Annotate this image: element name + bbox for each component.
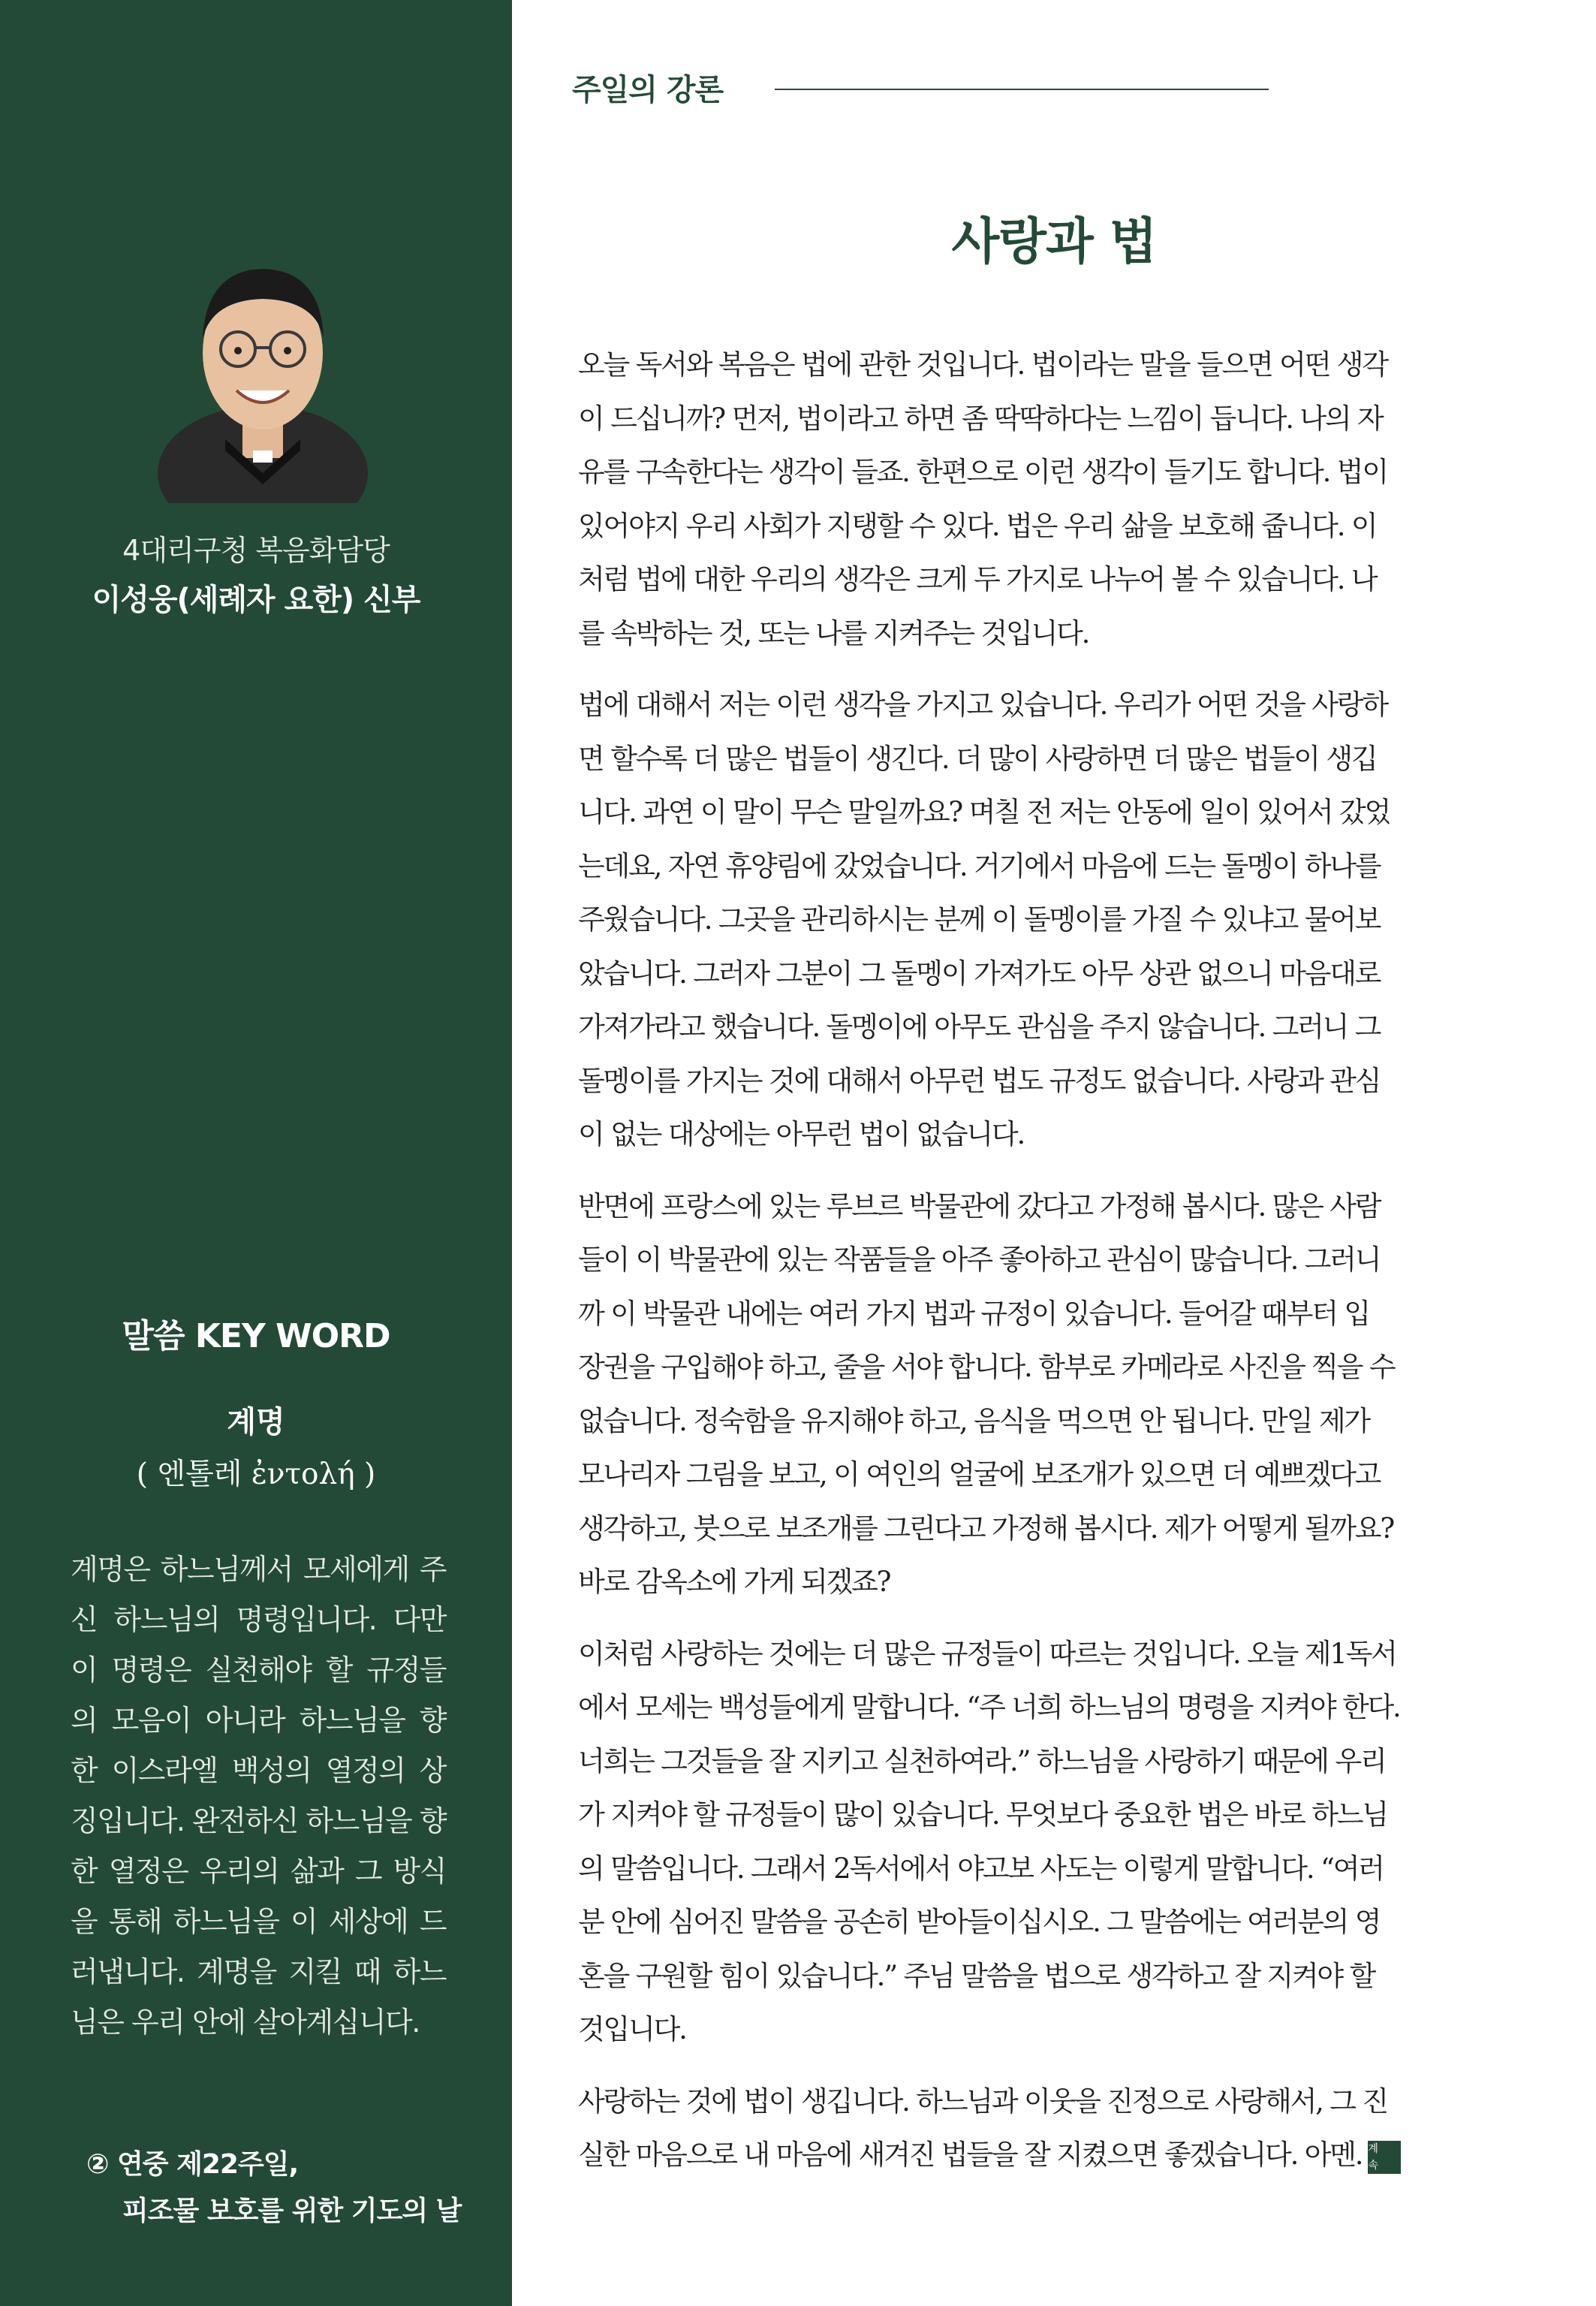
keyword-description-line: 이 명령은 실천해야 할 규정들 <box>71 1653 446 1687</box>
text-line: 가져가라고 했습니다. 돌멩이에 아무도 관심을 주지 않습니다. 그러니 그 <box>578 1011 1381 1043</box>
keyword-description-line: 징입니다. 완전하신 하느님을 향 <box>71 1804 447 1837</box>
text-line: 생각하고, 붓으로 보조개를 그린다고 가정해 봅시다. 제가 어떻게 될까요? <box>578 1512 1393 1545</box>
author-role: 4대리구청 복음화담당 <box>122 534 390 567</box>
header-divider <box>775 89 1269 90</box>
paragraph <box>578 1180 1395 1609</box>
author-name: 이성웅(세례자 요한) 신부 <box>92 583 420 617</box>
text-line: 면 할수록 더 많은 법들이 생긴다. 더 많이 사랑하면 더 많은 법들이 생깁 <box>578 742 1377 775</box>
text-line: 장권을 구입해야 하고, 줄을 서야 합니다. 함부로 카메라로 사진을 찍을 수 <box>578 1351 1395 1383</box>
text-line: 이처럼 사랑하는 것에는 더 많은 규정들이 따르는 것입니다. 오늘 제1독서 <box>578 1637 1396 1670</box>
text-line: 돌멩이를 가지는 것에 대해서 아무런 법도 규정도 없습니다. 사랑과 관심 <box>578 1064 1381 1097</box>
text-line: 사랑하는 것에 법이 생깁니다. 하느님과 이웃을 진정으로 사랑해서, 그 진 <box>578 2084 1387 2118</box>
text-line: 너희는 그것들을 잘 지키고 실천하여라.” 하느님을 사랑하기 때문에 우리 <box>578 1744 1386 1777</box>
keyword-description-line: 한 이스라엘 백성의 열정의 상 <box>71 1754 446 1787</box>
liturgical-occasion <box>86 2142 461 2235</box>
sidebar <box>0 0 512 2306</box>
text-line: 모나리자 그림을 보고, 이 여인의 얼굴에 보조개가 있으면 더 예쁘겠다고 <box>578 1458 1381 1491</box>
keyword-description-line: 러냅니다. 계명을 지킬 때 하느 <box>71 1955 446 1988</box>
end-mark-icon: 계 속 <box>1368 2141 1401 2174</box>
text-line: 유를 구속한다는 생각이 들죠. 한편으로 이런 생각이 들기도 합니다. 법이 <box>578 456 1387 488</box>
text-line: 이 없는 대상에는 아무런 법이 없습니다. <box>578 1118 1025 1150</box>
text-line: 오늘 독서와 복음은 법에 관한 것입니다. 법이라는 말을 들으면 어떤 생각 <box>578 348 1387 381</box>
text-line: 들이 이 박물관에 있는 작품들을 아주 좋아하고 관심이 많습니다. 그러니 <box>578 1243 1381 1276</box>
text-line: 에서 모세는 백성들에게 말합니다. “주 너희 하느님의 명령을 지켜야 한다. <box>578 1691 1400 1723</box>
text-line: 이 드십니까? 먼저, 법이라고 하면 좀 딱딱하다는 느낌이 듭니다. 나의 자 <box>578 402 1383 435</box>
author-portrait <box>154 225 372 503</box>
keyword-heading: 말씀 KEY WORD <box>122 1317 390 1355</box>
occasion-line-2: 피조물 보호를 위한 기도의 날 <box>122 2196 462 2226</box>
keyword-description-line: 계명은 하느님께서 모세에게 주 <box>71 1553 446 1586</box>
text-line: 법에 대해서 저는 이런 생각을 가지고 있습니다. 우리가 어떤 것을 사랑하 <box>578 689 1387 721</box>
keyword-description <box>71 1545 446 2048</box>
text-line: 분 안에 심어진 말씀을 공손히 받아들이십시오. 그 말씀에는 여러분의 영 <box>578 1906 1381 1938</box>
page-title: 사랑과 법 <box>951 213 1157 270</box>
text-line: 까 이 박물관 내에는 여러 가지 법과 규정이 있습니다. 들어갈 때부터 입 <box>578 1297 1369 1330</box>
keyword-description-line: 한 열정은 우리의 삶과 그 방식 <box>71 1855 446 1888</box>
keyword-description-line: 님은 우리 안에 살아계십니다. <box>71 2006 420 2039</box>
paragraph <box>578 338 1387 660</box>
text-line-final <box>578 2128 1378 2182</box>
keyword-transliteration: ( 엔톨레 ἐντολή ) <box>136 1457 376 1491</box>
text-line: 주웠습니다. 그곳을 관리하시는 분께 이 돌멩이를 가질 수 있냐고 물어보 <box>578 903 1381 936</box>
text-line: 가 지켜야 할 규정들이 많이 있습니다. 무엇보다 중요한 법은 바로 하느님 <box>578 1798 1387 1831</box>
text-line: 의 말씀입니다. 그래서 2독서에서 야고보 사도는 이렇게 말합니다. “여러 <box>578 1852 1384 1885</box>
text-line: 를 속박하는 것, 또는 나를 지켜주는 것입니다. <box>578 616 1089 650</box>
occasion-line-1: ② 연중 제22주일, <box>86 2149 299 2180</box>
text-line: 는데요, 자연 휴양림에 갔었습니다. 거기에서 마음에 드는 돌멩이 하나를 <box>578 849 1381 882</box>
text-line: 없습니다. 정숙함을 유지해야 하고, 음식을 먹으면 안 됩니다. 만일 제가 <box>578 1404 1369 1437</box>
text-line: 혼을 구원할 힘이 있습니다.” 주님 말씀을 법으로 생각하고 잘 지켜야 할 <box>578 1959 1375 1992</box>
text-line: 바로 감옥소에 가게 되겠죠? <box>578 1566 890 1598</box>
paragraph <box>578 678 1390 1162</box>
homily-body <box>578 338 1400 2200</box>
text-line: 것입니다. <box>578 2013 686 2045</box>
keyword-description-line: 의 모음이 아니라 하느님을 향 <box>71 1704 446 1737</box>
paragraph <box>578 2075 1387 2182</box>
final-line-text: 실한 마음으로 내 마음에 새겨진 법들을 잘 지켰으면 좋겠습니다. 아멘. <box>578 2139 1363 2171</box>
text-line: 았습니다. 그러자 그분이 그 돌멩이 가져가도 아무 상관 없으니 마음대로 <box>578 957 1381 990</box>
keyword-description-line: 신 하느님의 명령입니다. 다만 <box>71 1603 446 1636</box>
keyword-description-line: 을 통해 하느님을 이 세상에 드 <box>71 1905 446 1938</box>
text-line: 있어야지 우리 사회가 지탱할 수 있다. 법은 우리 삶을 보호해 줍니다. 이 <box>578 509 1377 542</box>
keyword-term: 계명 <box>227 1405 285 1439</box>
main-content <box>512 0 1596 2306</box>
paragraph <box>578 1627 1400 2057</box>
text-line: 반면에 프랑스에 있는 루브르 박물관에 갔다고 가정해 봅시다. 많은 사람 <box>578 1189 1381 1222</box>
text-line: 처럼 법에 대한 우리의 생각은 크게 두 가지로 나누어 볼 수 있습니다. 나 <box>578 563 1377 595</box>
text-line: 니다. 과연 이 말이 무슨 말일까요? 며칠 전 저는 안동에 일이 있어서 갔었 <box>578 796 1390 828</box>
section-label: 주일의 강론 <box>572 73 724 107</box>
